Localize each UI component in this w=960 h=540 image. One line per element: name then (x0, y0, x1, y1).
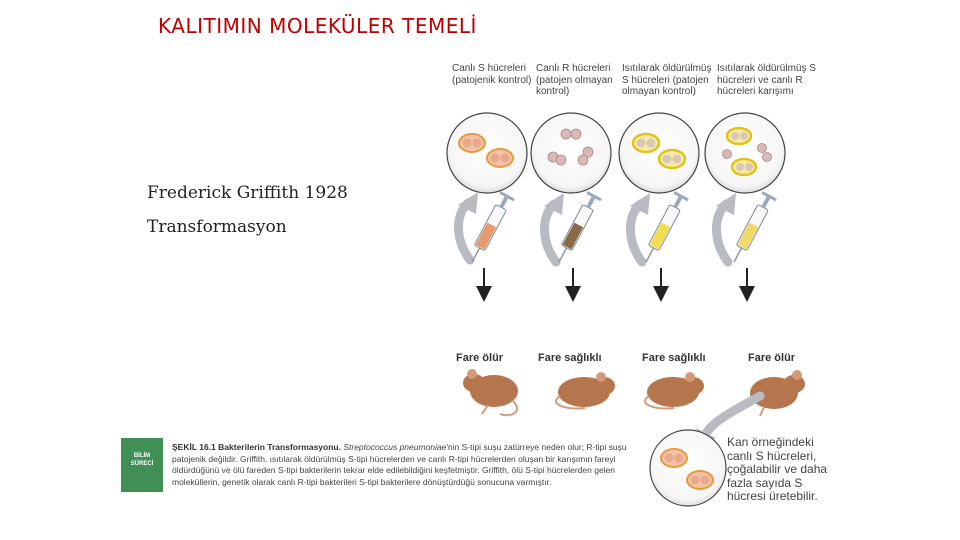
science-process-badge (121, 438, 163, 492)
column-label-live-r: Canlı R hücreleri (patojen olmayan kontrol) (536, 63, 613, 97)
outcome-label-4: Fare ölür (748, 352, 796, 364)
column-label-mixture: Isıtılarak öldürülmüş S hücreleri ve canlı R hücreleri karışımı (717, 63, 816, 97)
blood-sample-note: Kan örneğindeki canlı S hücreleri, çoğalabilir ve daha fazla sayıda S hücresi üretebilir. (727, 435, 828, 503)
badge-line-1: BİLİM (133, 453, 151, 459)
mouse-healthy-2 (645, 372, 704, 408)
scientist-year: Frederick Griffith 1928 (147, 183, 348, 203)
column-label-live-s: Canlı S hücreleri (patojenik kontrol) (452, 63, 532, 86)
blood-sample-arrow (707, 396, 760, 432)
column-label-heat-killed-s: Isıtılarak öldürülmüş S hücreleri (patojen olmayan kontrol) (622, 63, 712, 97)
plate-blood-sample (650, 430, 726, 506)
plate-mixture (705, 113, 785, 193)
topic-label: Transformasyon (147, 217, 287, 237)
mouse-healthy-1 (556, 372, 615, 408)
badge-line-2: SÜRECİ (130, 461, 154, 467)
caption-species: Streptococcus pneumoniae (343, 442, 447, 452)
plate-live-s (447, 113, 527, 193)
plate-live-r (531, 113, 611, 193)
outcome-label-2: Fare sağlıklı (538, 352, 602, 364)
mouse-dead-1 (463, 369, 518, 415)
figure-caption (172, 442, 634, 488)
outcome-label-3: Fare sağlıklı (642, 352, 706, 364)
caption-figure-title: ŞEKİL 16.1 Bakterilerin Transformasyonu. (172, 442, 341, 452)
plate-heat-killed-s (619, 113, 699, 193)
outcome-label-1: Fare ölür (456, 352, 504, 364)
page-title: KALITIMIN MOLEKÜLER TEMELİ (158, 14, 477, 38)
injection-arrows (484, 268, 747, 294)
caption-body: 'nin S-tipi suşu zatürreye neden olur; R-tipi suşu patojenik değildir. Griffith, ısıtılarak öldürülmüş S-tipi hücrelerden ve canlı R-tipi hücrelerden oluşan bir karışımın fareyi öldürdüğünü ve ölü fareden S-tipi bakterilerin tekrar elde edilebildiğini keşfetmiştir. Griffith, ölü S-tipi hücrelerden gelen moleküllerin, genetik olarak canlı R-tipi bakterileri S-tipi bakterilere dönüştürdüğü sonucuna varmıştır. (172, 442, 627, 487)
